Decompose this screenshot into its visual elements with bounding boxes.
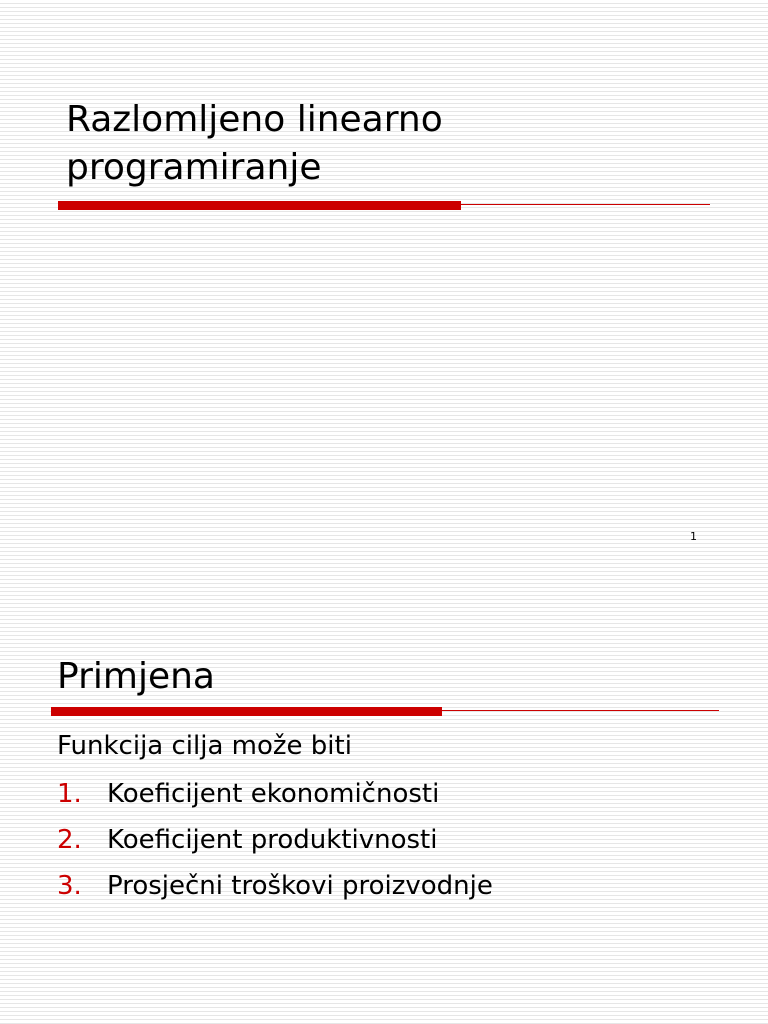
slide-1-page-number: 1	[690, 530, 697, 543]
slide-2-numbered-list	[57, 777, 493, 915]
slide-1-title-underline	[58, 201, 710, 210]
slide-2-underline-thin	[442, 710, 719, 711]
list-item-number: 2.	[57, 825, 82, 855]
list-item-text: Koeficijent produktivnosti	[107, 825, 438, 855]
slide-2-title-underline	[51, 707, 719, 716]
slide-1-underline-thick	[58, 201, 461, 210]
list-item	[57, 823, 493, 869]
slide-1-underline-thin	[461, 204, 710, 205]
slide-2-title: Primjena	[57, 656, 215, 697]
list-item-text: Koeficijent ekonomičnosti	[107, 779, 440, 809]
slide-2	[0, 585, 768, 1024]
slide-1-title	[66, 96, 443, 192]
list-item	[57, 869, 493, 915]
slide-2-underline-thick	[51, 707, 442, 716]
list-item-text: Prosječni troškovi proizvodnje	[107, 871, 493, 901]
slide-1-title-line-2: programiranje	[66, 147, 322, 188]
slide-2-lead-text: Funkcija cilja može biti	[57, 731, 352, 761]
list-item	[57, 777, 493, 823]
list-item-number: 1.	[57, 779, 82, 809]
slide-1-title-line-1: Razlomljeno linearno	[66, 99, 443, 140]
list-item-number: 3.	[57, 871, 82, 901]
